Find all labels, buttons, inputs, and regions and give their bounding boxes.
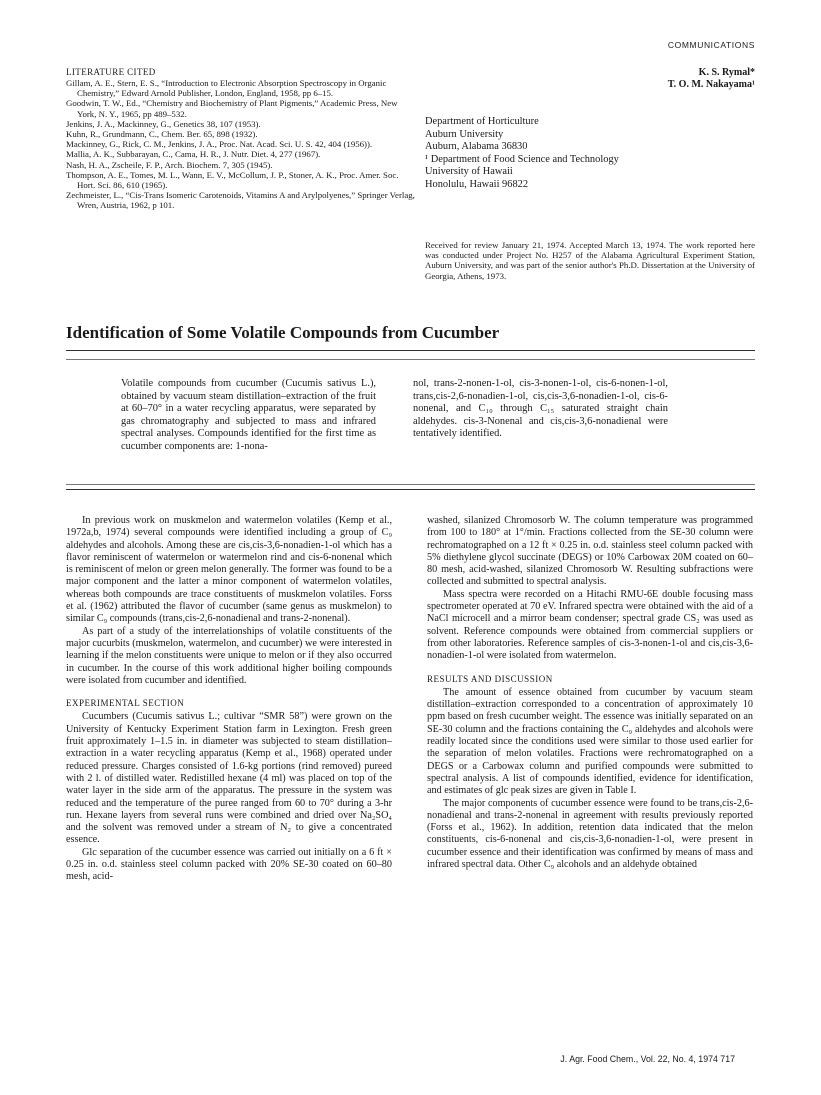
- abstract-bottom-rule: [66, 484, 755, 485]
- section-heading-experimental: EXPERIMENTAL SECTION: [66, 698, 185, 709]
- abstract-right: nol, trans-2-nonen-1-ol, cis-3-nonen-1-ol, cis-6-nonen-1-ol, trans,cis-2,6-nonadien-1-ol, cis,cis-3,6-nonadien-1-ol, cis-6-nonenal, and C₁₀ through C₁₅ saturated straight chain aldehydes. cis-3-Nonenal and cis,cis-3,6-nonadienal were tentatively identified.: [413, 378, 668, 440]
- reference-item: Mackinney, G., Rick, C. M., Jenkins, J. A., Proc. Nat. Acad. Sci. U. S. 42, 404 (1956)).: [66, 139, 373, 150]
- affiliation-line: Honolulu, Hawaii 96822: [425, 178, 529, 190]
- abstract-left: Volatile compounds from cucumber (Cucumis sativus L.), obtained by vacuum steam distillation–extraction of the fruit at 60–70° in a water recycling apparatus, were separated by gas chromatography and subjected to mass and infrared spectral analyses. Compounds identified for the first time as cucumber components are: 1-nona-: [121, 378, 376, 452]
- reference-item: Goodwin, T. W., Ed., “Chemistry and Biochemistry of Plant Pigments,” Academic Press, New York, N. Y., 1965, pp 489–532.: [66, 98, 398, 119]
- paragraph: As part of a study of the interrelationships of volatile constituents of the major cucurbits (muskmelon, watermelon, and cucumber) we were interested in learning if the melon constituents were unique to melon or if they also occurred in cucumber. In the course of this work additional higher boiling compounds were isolated from cucumber and identified.: [66, 625, 392, 686]
- article-title: Identification of Some Volatile Compounds from Cucumber: [66, 323, 500, 342]
- reference-item: Jenkins, J. A., Mackinney, G., Genetics 38, 107 (1953).: [66, 118, 261, 129]
- paragraph: Mass spectra were recorded on a Hitachi RMU-6E double focusing mass spectrometer operated at 70 eV. Infrared spectra were obtained with the aid of a NaCl microcell and a mirror beam condenser; spectral grade CS₂ was used as solvent. Reference compounds were obtained from commercial suppliers or from other laboratories. Reference samples of cis-3-nonen-1-ol and cis,cis-3,6-nonadien-1-ol were isolated from watermelon.: [427, 588, 753, 662]
- reference-item: Gillam, A. E., Stern, E. S., “Introduction to Electronic Absorption Spectroscopy in Organic Chemistry,” Edward Arnold Publisher, London, England, 1958, pp 6–15.: [66, 78, 387, 99]
- reference-list: [66, 78, 418, 211]
- reference-item: Kuhn, R., Grundmann, C., Chem. Ber. 65, 898 (1932).: [66, 129, 258, 140]
- affiliation-block: [425, 116, 755, 192]
- paragraph: In previous work on muskmelon and watermelon volatiles (Kemp et al., 1972a,b, 1974) several compounds were identified including a group of C₉ aldehydes and alcohols. Among these are cis,cis-3,6-nonadien-1-ol which has a flavor reminiscent of watermelon or watermelon rind and cis-6-nonenal which is reminiscent of melon or green melon generally. The former was found to be a major component and the latter a minor component of watermelon volatiles, whereas both compounds are trace constituents of muskmelon volatiles. Forss et al. (1962) attributed the flavor of cucumber (same genus as muskmelon) to similar C₉ compounds (trans,cis-2,6-nonadienal and trans-2-nonenal).: [66, 515, 392, 625]
- title-rule: [66, 350, 755, 351]
- paragraph: Cucumbers (Cucumis sativus L.; cultivar “SMR 58”) were grown on the University of Kentucky Experiment Station farm in Lexington. Fresh green fruit approximately 1–1.5 in. in diameter was subjected to steam distillation–extraction in a water recycling apparatus (Kemp et al., 1968) operated under reduced pressure. Charges consisted of 1.6-kg portions (rind removed) pureed with 2 l. of distilled water. Redistilled hexane (4 ml) was placed on top of the water layer in the side arm of the apparatus. The pressure in the system was reduced and the temperature of the puree ranged from 60 to 70° during a 3-hr run. Hexane layers from several runs were combined and dried over Na₂SO₄ and the solvent was removed under a stream of N₂ to give a concentrated essence.: [66, 711, 392, 846]
- journal-footer: J. Agr. Food Chem., Vol. 22, No. 4, 1974 717: [560, 1054, 735, 1064]
- author-name: K. S. Rymal*: [698, 67, 755, 78]
- abstract-bottom-rule-2: [66, 489, 755, 490]
- body-right-column: [427, 515, 753, 871]
- body-left-column: [66, 515, 392, 884]
- paragraph: The amount of essence obtained from cucumber by vacuum steam distillation–extraction corresponded to a concentration of approximately 10 ppm based on fresh cucumber weight. The essence was initially separated on an SE-30 column and the fractions containing the C₉ aldehydes and alcohols were readily located since the conditions used were similar to those used earlier for the separation of melon volatiles. Fractions were rechromatographed on a DEGS or a Carbowax column and purified compounds were submitted to spectral analysis. A list of compounds identified, evidence for identification, and estimates of glc peak sizes are given in Table I.: [427, 686, 753, 797]
- author-block: [668, 67, 755, 91]
- author-name: T. O. M. Nakayama¹: [667, 79, 755, 90]
- affiliation-line: ¹ Department of Food Science and Technology: [425, 153, 619, 165]
- affiliation-line: Auburn University: [425, 128, 504, 140]
- paragraph: washed, silanized Chromosorb W. The column temperature was programmed from 100 to 180° at 1°/min. Fractions collected from the SE-30 column were rechromatographed on a 12 ft × 0.25 in. o.d. stainless steel column packed with 5% diethylene glycol succinate (DEGS) or 10% Carbowax 20M coated on 60–80 mesh, acid-washed, silanized Chromosorb W. Resulting subfractions were collected and submitted to spectral analysis.: [427, 515, 753, 588]
- received-note: Received for review January 21, 1974. Accepted March 13, 1974. The work reported here was conducted under Project No. H257 of the Alabama Agricultural Experiment Station, Auburn University, and was part of the senior author's Ph.D. Dissertation at the University of Georgia, Athens, 1973.: [425, 240, 755, 281]
- abstract-top-rule: [66, 359, 755, 360]
- section-header: COMMUNICATIONS: [667, 40, 755, 50]
- affiliation-line: Auburn, Alabama 36830: [425, 141, 528, 153]
- section-heading-results: RESULTS AND DISCUSSION: [427, 673, 553, 684]
- paragraph: Glc separation of the cucumber essence was carried out initially on a 6 ft × 0.25 in. o.d. stainless steel column packed with 20% SE-30 coated on 60–80 mesh, acid-: [66, 846, 392, 883]
- reference-item: Zechmeister, L., “Cis-Trans Isomeric Carotenoids, Vitamins A and Arylpolyenes,” Springer Verlag, Wren, Austria, 1962, p 101.: [66, 190, 415, 211]
- paragraph: The major components of cucumber essence were found to be trans,cis-2,6-nonadienal and trans-2-nonenal in agreement with results previously reported (Forss et al., 1962). In addition, retention data indicated that the melon constituents, cis-6-nonenal and cis,cis-3,6-nonadien-1-ol, were present in cucumber essence and their identification was confirmed by means of mass and infrared spectral data. Other C₉ alcohols and an aldehyde obtained: [427, 797, 753, 871]
- literature-heading: LITERATURE CITED: [66, 67, 156, 77]
- reference-item: Mallia, A. K., Subbarayan, C., Cama, H. R., J. Nutr. Diet. 4, 277 (1967).: [66, 149, 321, 160]
- affiliation-line: University of Hawaii: [425, 166, 513, 178]
- reference-item: Thompson, A. E., Tomes, M. L., Wann, E. V., McCollum, J. P., Stoner, A. K., Proc. Amer. Soc. Hort. Sci. 86, 610 (1965).: [66, 169, 399, 191]
- affiliation-line: Department of Horticulture: [425, 116, 539, 127]
- reference-item: Nash, H. A., Zscheile, F. P., Arch. Biochem. 7, 305 (1945).: [66, 159, 273, 170]
